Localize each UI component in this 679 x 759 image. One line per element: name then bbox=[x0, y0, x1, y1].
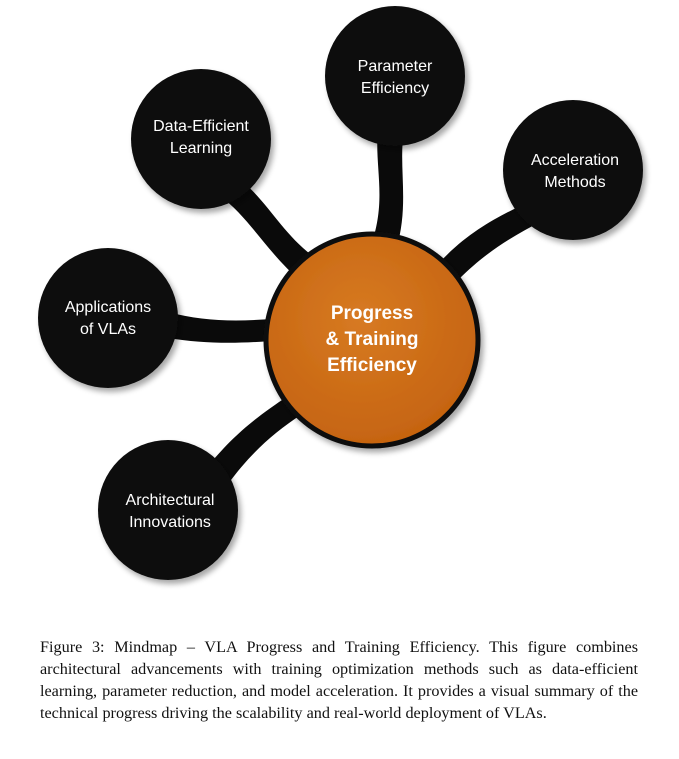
branch-circle bbox=[38, 248, 178, 388]
branch-node-parameter-efficiency bbox=[325, 6, 465, 146]
branch-label-line: Innovations bbox=[129, 514, 211, 531]
branch-label-line: Architectural bbox=[125, 492, 215, 509]
branch-node-architectural-innovations bbox=[98, 440, 238, 580]
branch-label-line: Efficiency bbox=[360, 80, 430, 97]
branch-node-applications-of-vlas bbox=[38, 248, 178, 388]
branch-label-line: Applications bbox=[64, 299, 152, 316]
center-label-line: Progress bbox=[330, 303, 414, 324]
center-label-line: Efficiency bbox=[327, 355, 417, 376]
branch-circle bbox=[503, 100, 643, 240]
branch-circle bbox=[325, 6, 465, 146]
center-label-line: & Training bbox=[325, 329, 419, 350]
branch-label-line: Acceleration bbox=[530, 152, 620, 169]
branch-circle bbox=[131, 69, 271, 209]
branch-label-line: of VLAs bbox=[79, 321, 137, 338]
branch-label-line: Methods bbox=[544, 174, 606, 191]
branch-label-line: Learning bbox=[169, 140, 233, 157]
branch-node-data-efficient-learning bbox=[131, 69, 271, 209]
figure-caption: Figure 3: Mindmap – VLA Progress and Training Efficiency. This figure combines architectural advancements with training optimization methods such as data-efficient learning, parameter reduction, and model acceleration. It provides a visual summary of the technical progress driving the scalability and real-world deployment of VLAs. bbox=[40, 638, 638, 722]
branch-label-line: Parameter bbox=[357, 58, 433, 75]
branch-circle bbox=[98, 440, 238, 580]
branch-label-line: Data-Efficient bbox=[153, 118, 249, 135]
branch-node-acceleration-methods bbox=[503, 100, 643, 240]
center-node bbox=[266, 234, 478, 446]
